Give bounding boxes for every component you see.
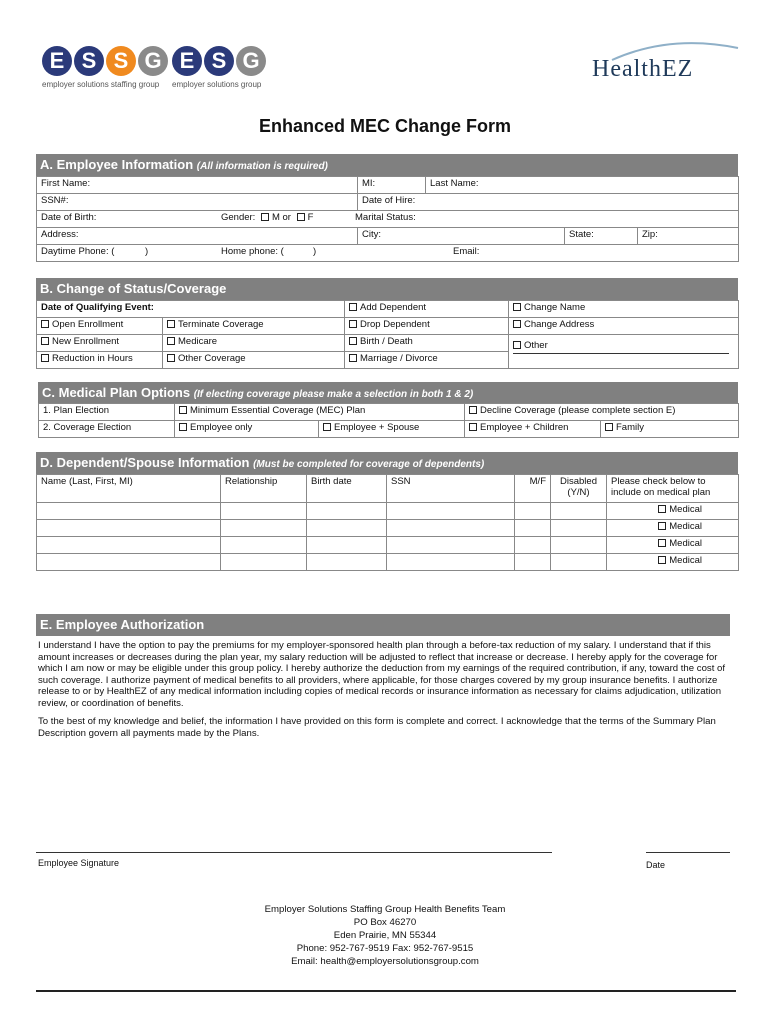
other-coverage-option[interactable] (163, 352, 345, 369)
dependent-disabled-cell[interactable] (551, 554, 607, 571)
mec-plan-checkbox[interactable] (179, 406, 187, 414)
dependent-ssn-cell[interactable] (387, 554, 515, 571)
esg-tagline: employer solutions group (172, 80, 262, 89)
medicare-checkbox[interactable] (167, 337, 175, 345)
other-write-in-line[interactable] (513, 353, 729, 354)
footer-line-pobox: PO Box 46270 (353, 917, 417, 928)
mi-field[interactable] (358, 177, 426, 194)
dependent-name-cell[interactable] (37, 537, 221, 554)
city-label: City: (362, 229, 381, 240)
phone-email-row (37, 245, 739, 262)
dependent-ssn-cell[interactable] (387, 503, 515, 520)
footer-line-phone: Phone: 952-767-9519 Fax: 952-767-9515 (296, 943, 474, 954)
footer-address (0, 903, 770, 968)
section-d-note: (Must be completed for coverage of dependents) (253, 459, 485, 470)
home-phone-close: ) (313, 246, 317, 257)
daytime-phone-close: ) (145, 246, 149, 257)
esg-logo-letter: S (204, 46, 234, 76)
section-e-heading: E. Employee Authorization (40, 617, 205, 632)
date-line[interactable] (646, 852, 730, 853)
email-label: Email: (453, 246, 480, 257)
other-coverage-checkbox[interactable] (167, 354, 175, 362)
medical-option[interactable] (607, 503, 739, 520)
medical-plan-table (38, 403, 739, 438)
mi-label: MI: (362, 178, 376, 189)
dependent-name-cell[interactable] (37, 554, 221, 571)
coverage-election-label: 2. Coverage Election (43, 422, 132, 433)
new-enrollment-option[interactable] (37, 335, 163, 352)
terminate-coverage-label: Terminate Coverage (178, 319, 264, 330)
employee-children-option[interactable] (465, 421, 601, 438)
change-address-checkbox[interactable] (513, 320, 521, 328)
dependent-disabled-cell[interactable] (551, 537, 607, 554)
zip-field[interactable] (638, 228, 739, 245)
esg-logo-letter: G (236, 46, 266, 76)
employee-spouse-option[interactable] (319, 421, 465, 438)
signature-label: Employee Signature (38, 858, 120, 868)
birth-death-checkbox[interactable] (349, 337, 357, 345)
gender-m-checkbox[interactable] (261, 213, 269, 221)
other-checkbox[interactable] (513, 341, 521, 349)
medical-label: Medical (669, 521, 702, 532)
birth-death-label: Birth / Death (360, 336, 413, 347)
essg-tagline: employer solutions staffing group (42, 80, 160, 89)
family-label: Family (616, 422, 644, 433)
dependent-col-ssn: SSN (387, 475, 515, 503)
coverage-election-label-cell (39, 421, 175, 438)
marriage-divorce-checkbox[interactable] (349, 354, 357, 362)
employee-spouse-label: Employee + Spouse (334, 422, 420, 433)
employee-only-option[interactable] (175, 421, 319, 438)
table-row (37, 537, 739, 554)
employee-only-label: Employee only (190, 422, 253, 433)
change-address-label: Change Address (524, 319, 595, 330)
plan-election-label-cell (39, 404, 175, 421)
dependent-relationship-cell[interactable] (221, 520, 307, 537)
dependent-birthdate-cell[interactable] (307, 537, 387, 554)
medical-checkbox[interactable] (658, 505, 666, 513)
table-row (37, 503, 739, 520)
dependent-disabled-cell[interactable] (551, 503, 607, 520)
medical-checkbox[interactable] (658, 556, 666, 564)
medical-option[interactable] (607, 554, 739, 571)
dependent-col-name: Name (Last, First, MI) (37, 475, 221, 503)
section-a-heading: A. Employee Information (40, 157, 194, 172)
address-field[interactable] (37, 228, 358, 245)
dependent-col-disabled: Disabled (Y/N) (551, 475, 607, 503)
employee-info-table (36, 176, 739, 262)
change-name-label: Change Name (524, 302, 586, 313)
dependent-col-include: Please check below to include on medical plan (607, 475, 739, 503)
section-b-heading: B. Change of Status/Coverage (40, 281, 227, 296)
signature-line[interactable] (36, 852, 552, 853)
first-name-field[interactable] (37, 177, 358, 194)
change-name-option[interactable] (509, 301, 739, 318)
reduction-hours-checkbox[interactable] (41, 354, 49, 362)
footer-line-city: Eden Prairie, MN 55344 (333, 930, 437, 941)
essg-logo-letter: S (106, 46, 136, 76)
dependent-col-mf: M/F (515, 475, 551, 503)
essg-logo-letter: E (42, 46, 72, 76)
other-coverage-label: Other Coverage (178, 353, 246, 364)
gender-f-checkbox[interactable] (297, 213, 305, 221)
dependent-birthdate-cell[interactable] (307, 503, 387, 520)
employee-only-checkbox[interactable] (179, 423, 187, 431)
terminate-coverage-option[interactable] (163, 318, 345, 335)
daytime-phone-label: Daytime Phone: ( (41, 246, 115, 257)
marriage-divorce-label: Marriage / Divorce (360, 353, 438, 364)
open-enrollment-label: Open Enrollment (52, 319, 124, 330)
medical-option[interactable] (607, 520, 739, 537)
essg-logo-letter: G (138, 46, 168, 76)
footer-line-email: Email: health@employersolutionsgroup.com (291, 956, 479, 967)
employee-spouse-checkbox[interactable] (323, 423, 331, 431)
form-title: Enhanced MEC Change Form (258, 116, 512, 136)
section-c-heading: C. Medical Plan Options (42, 385, 191, 400)
employee-children-label: Employee + Children (480, 422, 569, 433)
open-enrollment-option[interactable] (37, 318, 163, 335)
birth-death-option[interactable] (345, 335, 509, 352)
date-of-hire-label: Date of Hire: (362, 195, 416, 206)
dependent-birthdate-cell[interactable] (307, 520, 387, 537)
dependent-ssn-cell[interactable] (387, 537, 515, 554)
bottom-rule (36, 990, 736, 992)
drop-dependent-label: Drop Dependent (360, 319, 430, 330)
dependent-mf-cell[interactable] (515, 537, 551, 554)
section-a-note: (All information is required) (196, 161, 328, 172)
mec-plan-label: Minimum Essential Coverage (MEC) Plan (190, 405, 366, 416)
change-name-checkbox[interactable] (513, 303, 521, 311)
mec-plan-option[interactable] (175, 404, 465, 421)
medical-checkbox[interactable] (658, 522, 666, 530)
gender-m-label: M or (271, 212, 291, 223)
family-option[interactable] (601, 421, 739, 438)
medicare-label: Medicare (178, 336, 218, 347)
home-phone-label: Home phone: ( (221, 246, 284, 257)
medical-checkbox[interactable] (658, 539, 666, 547)
drop-dependent-checkbox[interactable] (349, 320, 357, 328)
new-enrollment-checkbox[interactable] (41, 337, 49, 345)
dob-label: Date of Birth: (41, 212, 97, 223)
city-field[interactable] (358, 228, 565, 245)
date-label: Date (646, 860, 666, 870)
dependent-relationship-cell[interactable] (221, 554, 307, 571)
dependent-mf-cell[interactable] (515, 520, 551, 537)
dependent-col-relationship: Relationship (221, 475, 307, 503)
dependent-mf-cell[interactable] (515, 554, 551, 571)
terminate-coverage-checkbox[interactable] (167, 320, 175, 328)
zip-label: Zip: (642, 229, 658, 240)
plan-election-label: 1. Plan Election (43, 405, 110, 416)
essg-logo-letter: S (74, 46, 104, 76)
medical-label: Medical (669, 538, 702, 549)
marital-status-label: Marital Status: (355, 212, 416, 223)
dependent-mf-cell[interactable] (515, 503, 551, 520)
section-b-header (36, 278, 738, 300)
state-label: State: (569, 229, 594, 240)
certification-paragraph: To the best of my knowledge and belief, the information I have provided on this form is complete and correct. I acknowledge that the terms of the Summary Plan Description govern all payments made by the Plans. (38, 716, 716, 739)
qualifying-event-label: Date of Qualifying Event: (41, 302, 154, 313)
medical-label: Medical (669, 504, 702, 515)
footer-line-team: Employer Solutions Staffing Group Health Benefits Team (264, 904, 506, 915)
state-field[interactable] (565, 228, 638, 245)
other-label: Other (524, 340, 548, 351)
gender-f-label: F (307, 212, 314, 223)
medical-label: Medical (669, 555, 702, 566)
address-label: Address: (41, 229, 79, 240)
other-option[interactable] (509, 335, 739, 369)
dependent-table (36, 474, 739, 571)
dependent-ssn-cell[interactable] (387, 520, 515, 537)
dependent-name-cell[interactable] (37, 503, 221, 520)
dob-gender-marital-row (37, 211, 739, 228)
employee-children-checkbox[interactable] (469, 423, 477, 431)
decline-coverage-option[interactable] (465, 404, 739, 421)
dependent-disabled-cell[interactable] (551, 520, 607, 537)
reduction-hours-label: Reduction in Hours (52, 353, 133, 364)
add-dependent-checkbox[interactable] (349, 303, 357, 311)
section-d-header (36, 452, 738, 474)
dependent-relationship-cell[interactable] (221, 503, 307, 520)
table-row (37, 554, 739, 571)
section-a-header (36, 154, 738, 176)
section-e-header (36, 614, 730, 636)
change-status-table (36, 300, 739, 369)
table-row (37, 520, 739, 537)
dependent-birthdate-cell[interactable] (307, 554, 387, 571)
esg-logo-letter: E (172, 46, 202, 76)
reduction-hours-option[interactable] (37, 352, 163, 369)
medicare-option[interactable] (163, 335, 345, 352)
family-checkbox[interactable] (605, 423, 613, 431)
date-of-hire-field[interactable] (358, 194, 739, 211)
dependent-col-birthdate: Birth date (307, 475, 387, 503)
first-name-label: First Name: (41, 178, 91, 189)
medical-option[interactable] (607, 537, 739, 554)
marriage-divorce-option[interactable] (345, 352, 509, 369)
section-d-heading: D. Dependent/Spouse Information (40, 455, 250, 470)
add-dependent-label: Add Dependent (360, 302, 427, 313)
dependent-relationship-cell[interactable] (221, 537, 307, 554)
decline-coverage-label: Decline Coverage (please complete section E) (480, 405, 676, 416)
decline-coverage-checkbox[interactable] (469, 406, 477, 414)
last-name-label: Last Name: (430, 178, 479, 189)
section-c-header (38, 382, 738, 404)
change-address-option[interactable] (509, 318, 739, 335)
add-dependent-option[interactable] (345, 301, 509, 318)
healthez-logo: HealthEZ (592, 56, 694, 82)
dependent-name-cell[interactable] (37, 520, 221, 537)
qualifying-event-field[interactable] (37, 301, 345, 318)
ssn-label: SSN#: (41, 195, 69, 206)
gender-group (221, 212, 313, 223)
authorization-paragraph: I understand I have the option to pay the premiums for my employer-sponsored health plan through a before-tax reduction of my salary. I understand that if this amount increases or decreases during the plan year, my salary reduction will be adjusted to reflect that increase or decrease. I hereby apply for the coverage for which I am now or may be eligible under this group policy. I hereby authorize the deduction from my earnings of the required contribution, if any, toward the cost of such coverage. I authorize payment of medical benefits to all providers, where applicable, for those charges covered by my group insurance benefits. I authorize release to or by HealthEZ of any medical information including copies of medical records or insurance information as necessary for claims adjudication, utilization review, or coordination of benefits. (38, 640, 726, 709)
drop-dependent-option[interactable] (345, 318, 509, 335)
new-enrollment-label: New Enrollment (52, 336, 120, 347)
gender-label: Gender: (221, 212, 256, 223)
section-c-note: (If electing coverage please make a selection in both 1 & 2) (193, 389, 474, 400)
ssn-field[interactable] (37, 194, 358, 211)
open-enrollment-checkbox[interactable] (41, 320, 49, 328)
last-name-field[interactable] (426, 177, 739, 194)
